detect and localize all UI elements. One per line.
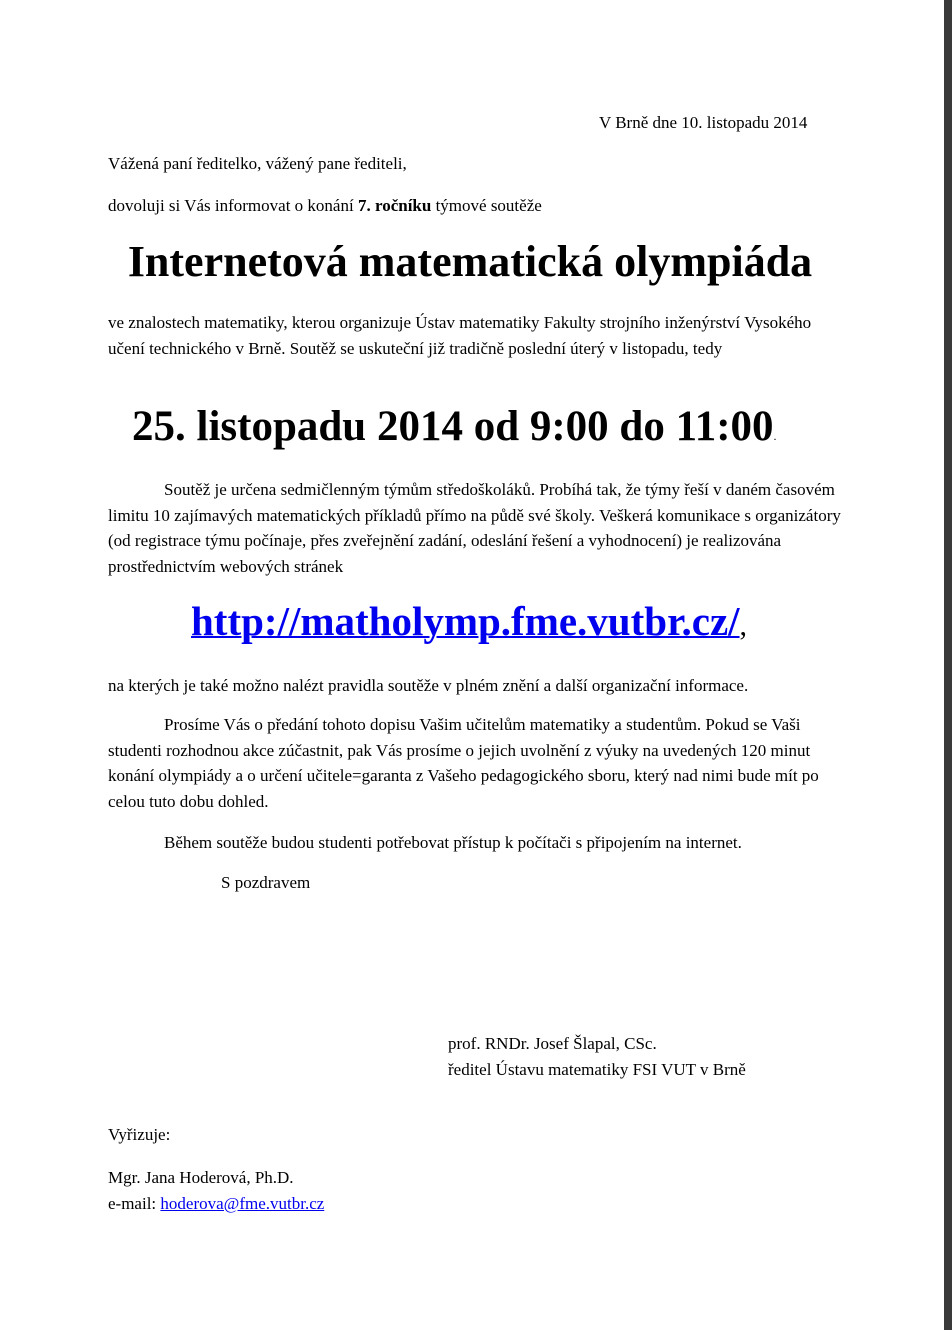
email-link[interactable]: hoderova@fme.vutbr.cz xyxy=(160,1193,325,1213)
website-link[interactable]: http://matholymp.fme.vutbr.cz/ xyxy=(191,598,740,644)
greeting: Vážená paní ředitelko, vážený pane řediteli, xyxy=(108,154,407,173)
intro-text-end: týmové soutěže xyxy=(431,196,542,215)
intro-text: dovoluji si Vás informovat o konání xyxy=(108,196,358,215)
website-comma: , xyxy=(739,609,748,642)
signature-role: ředitel Ústavu matematiky FSI VUT v Brně xyxy=(448,1059,746,1079)
edition-number: 7. ročníku xyxy=(357,196,432,215)
intro-line xyxy=(108,196,542,216)
event-datetime xyxy=(132,402,777,451)
email-label: e-mail: xyxy=(108,1193,161,1213)
contact-email-line xyxy=(108,1191,324,1217)
contact-block xyxy=(108,1165,324,1216)
signature-name: prof. RNDr. Josef Šlapal, CSc. xyxy=(448,1034,657,1053)
signature-block xyxy=(448,1031,746,1082)
paragraph-rules: na kterých je také možno nalézt pravidla soutěže v plném znění a další organizační informace. xyxy=(108,676,749,695)
handler-label: Vyřizuje: xyxy=(108,1125,171,1144)
website-line xyxy=(191,597,747,645)
paragraph-description: Soutěž je určena sedmičlenným týmům středoškoláků. Probíhá tak, že týmy řeší v daném časovém limitu 10 zajímavých matematických příkladů přímo na půdě své školy. Veškerá komunikace s organizátory (od registrace týmu počínaje, přes zveřejnění zadání, odeslání řešení a vyhodnocení) je realizována prostřednictvím webových stránek xyxy=(108,480,841,576)
paragraph-request: Prosíme Vás o předání tohoto dopisu Vašim učitelům matematiky a studentům. Pokud se Vaši studenti rozhodnou akce zúčastnit, pak Vás prosíme o jejich uvolnění z výuky na uvedených 120 minut konání olympiády a o určení učitele=garanta z Vašeho pedagogického sboru, který nad nimi bude mít po celou tuto dobu dohled. xyxy=(108,715,819,811)
date-line: V Brně dne 10. listopadu 2014 xyxy=(599,113,808,132)
paragraph-organizer: ve znalostech matematiky, kterou organizuje Ústav matematiky Fakulty strojního inženýrství Vysokého učení technického v Brně. Soutěž se uskuteční již tradičně poslední úterý v listopadu, tedy xyxy=(108,313,812,358)
event-datetime-period: . xyxy=(773,429,777,443)
page-edge-bar xyxy=(944,0,952,1330)
closing: S pozdravem xyxy=(221,873,311,892)
contact-name: Mgr. Jana Hoderová, Ph.D. xyxy=(108,1168,294,1187)
page-title: Internetová matematická olympiáda xyxy=(127,237,813,286)
event-datetime-text: 25. listopadu 2014 od 9:00 do 11:00 xyxy=(132,403,774,450)
paragraph-requirements: Během soutěže budou studenti potřebovat přístup k počítači s připojením na internet. xyxy=(164,833,742,852)
